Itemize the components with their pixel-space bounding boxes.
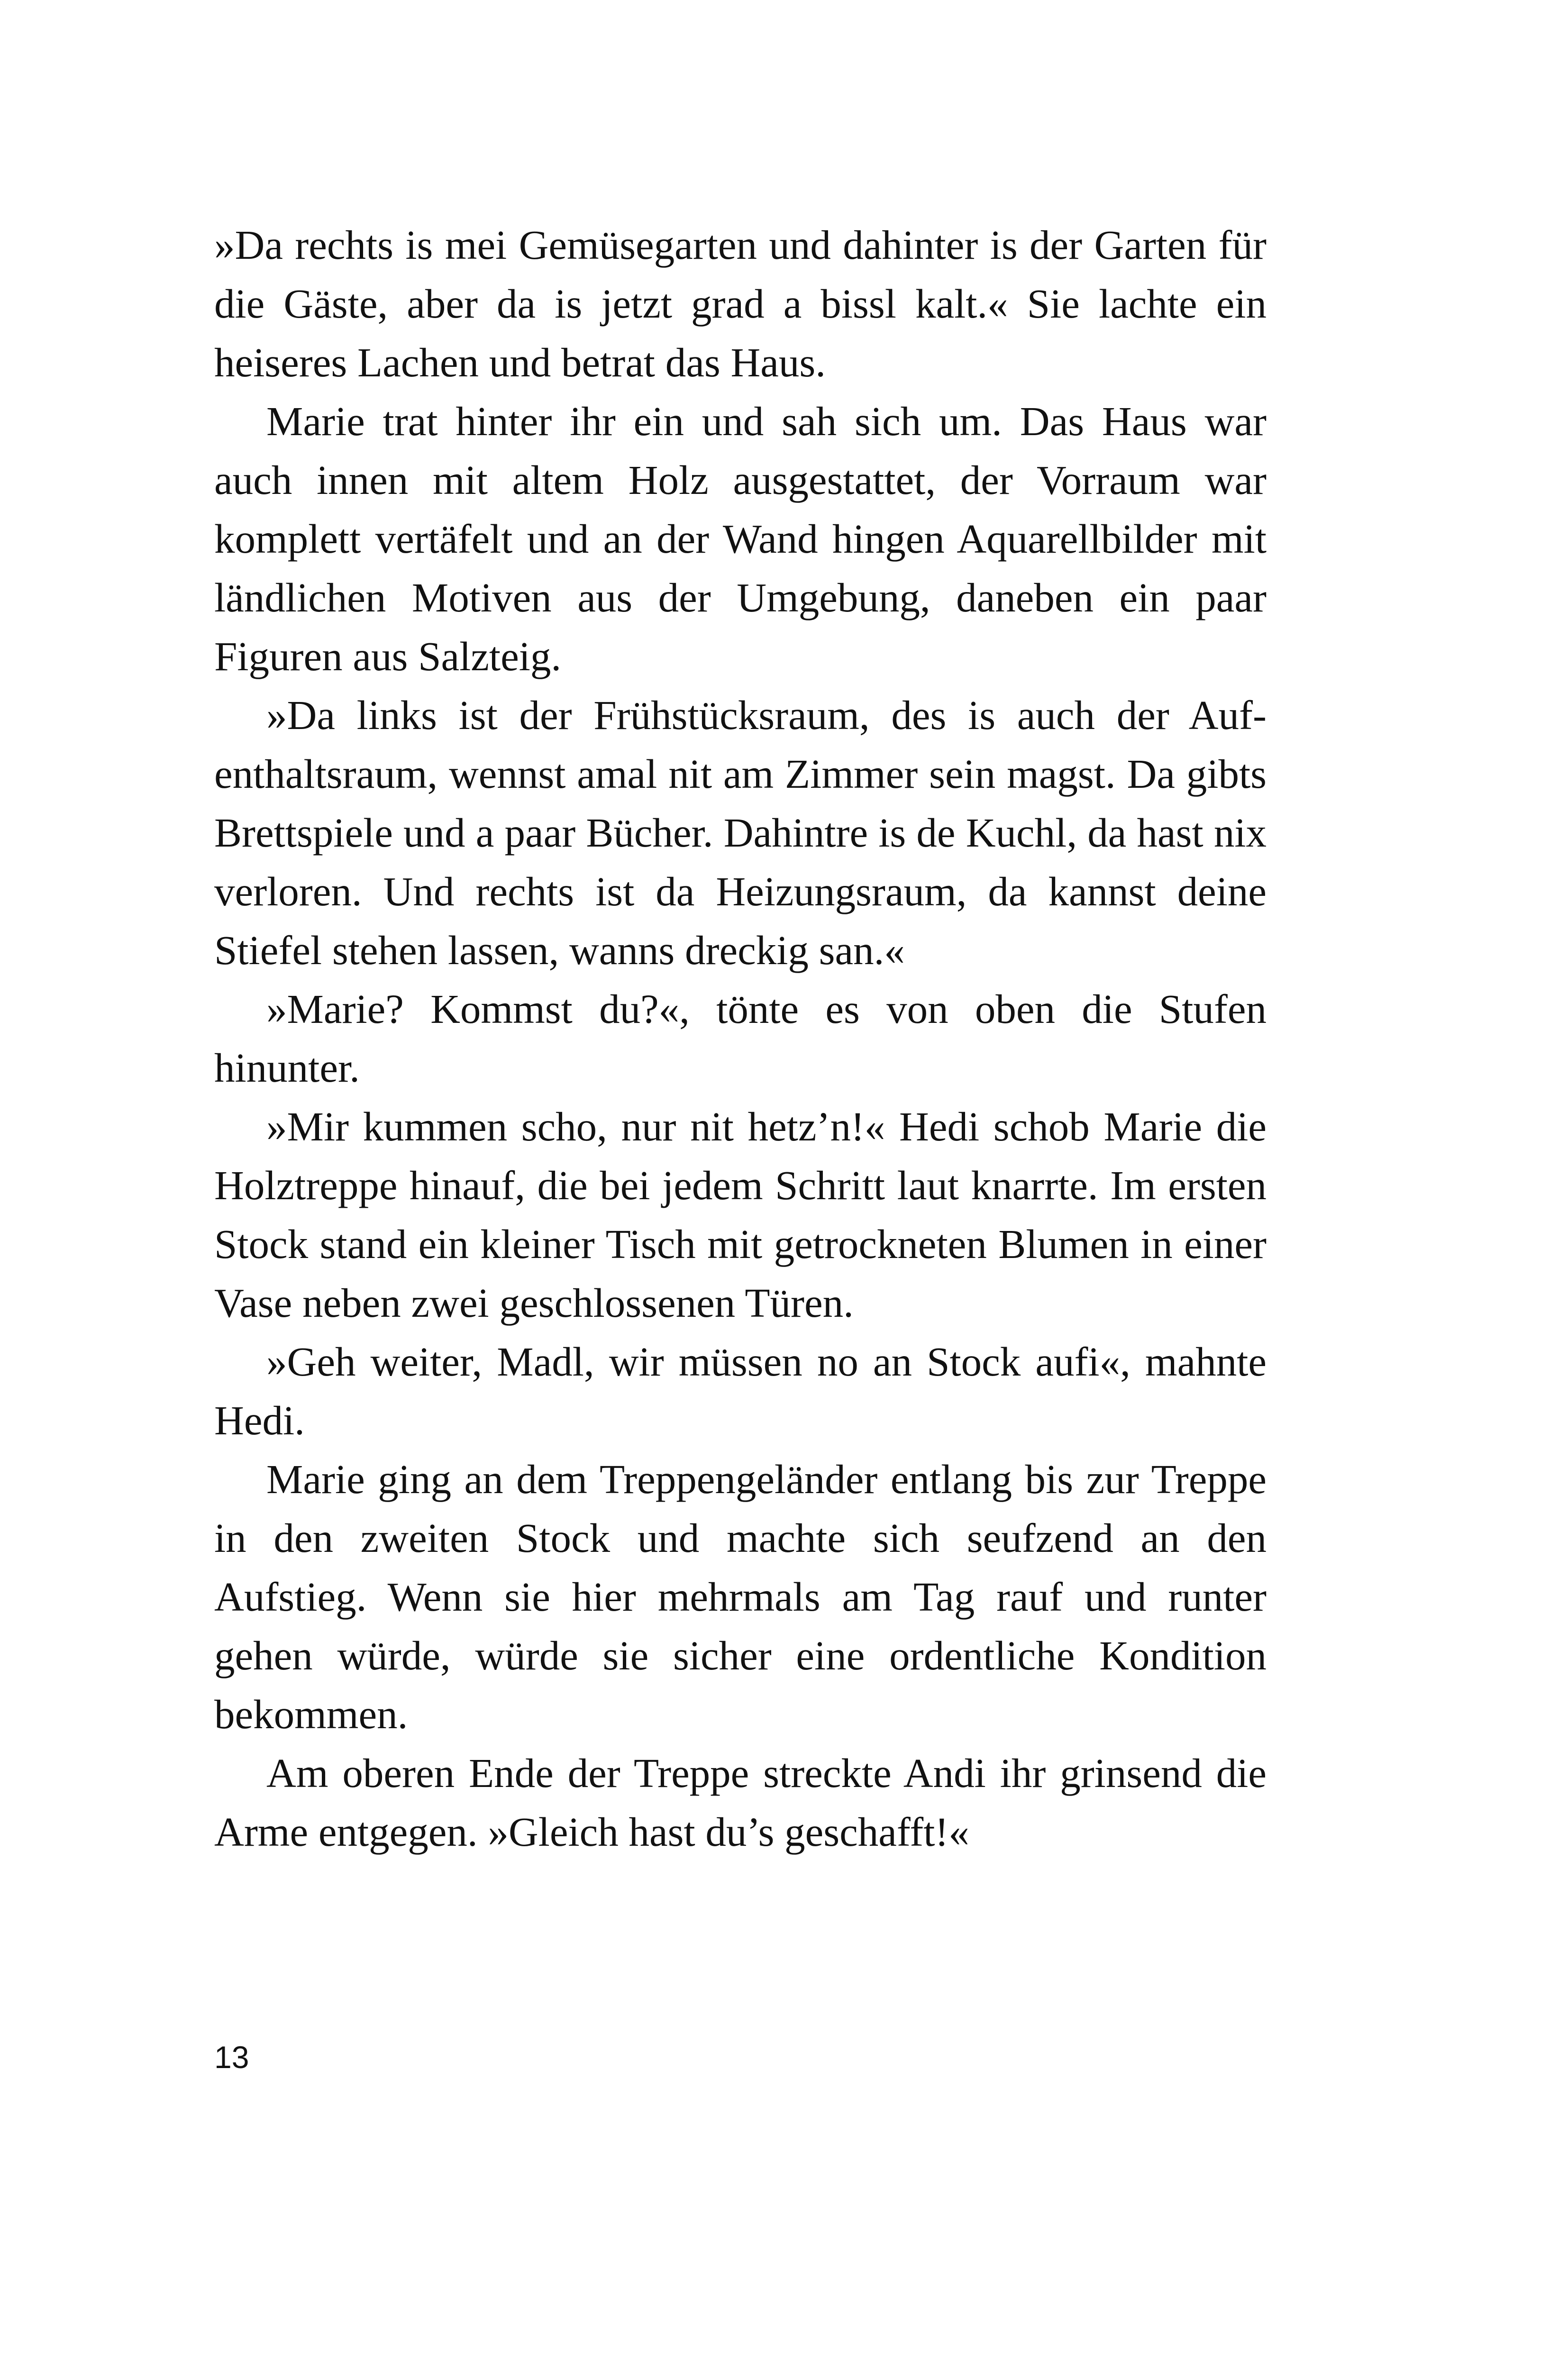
paragraph: Marie trat hinter ihr ein und sah sich um. Das Haus war auch innen mit altem Holz ausgestattet, der Vorraum war komplett vertäfelt und an der Wand hingen Aquarellbilder mit ländlichen Motiven aus der Umgebung, daneben ein paar Figuren aus Salzteig. — [214, 398, 1267, 679]
paragraph: Am oberen Ende der Treppe streckte Andi ihr grinsend die Arme entgegen. »Gleich hast du’s geschafft!« — [214, 1750, 1267, 1855]
paragraph: »Geh weiter, Madl, wir müssen no an Stock aufi«, mahnte Hedi. — [214, 1339, 1267, 1443]
paragraph: »Da rechts is mei Gemüsegarten und dahinter is der Garten für die Gäste, aber da is jetzt grad a bissl kalt.« Sie lachte ein heiseres Lachen und betrat das Haus. — [214, 222, 1267, 385]
body-text — [214, 216, 1267, 1861]
paragraph: »Da links ist der Frühstücksraum, des is auch der Aufenthaltsraum, wennst amal nit am Zimmer sein magst. Da gibts Brettspiele und a paar Bücher. Dahintre is de Kuchl, da hast nix verloren. Und rechts ist da Heizungsraum, da kannst deine Stiefel stehen lassen, wanns dreckig san.« — [214, 692, 1267, 973]
paragraph: Marie ging an dem Treppengeländer entlang bis zur Treppe in den zweiten Stock und machte sich seufzend an den Aufstieg. Wenn sie hier mehrmals am Tag rauf und runter gehen würde, würde sie sicher eine ordentliche Kondition bekommen. — [214, 1456, 1267, 1737]
page-number: 13 — [214, 2040, 249, 2075]
paragraph: »Marie? Kommst du?«, tönte es von oben die Stufen hinunter. — [214, 986, 1267, 1091]
paragraph: »Mir kummen scho, nur nit hetz’n!« Hedi schob Marie die Holztreppe hinauf, die bei jedem Schritt laut knarrte. Im ersten Stock stand ein kleiner Tisch mit getrockneten Blumen in einer Vase neben zwei geschlossenen Türen. — [214, 1103, 1267, 1326]
